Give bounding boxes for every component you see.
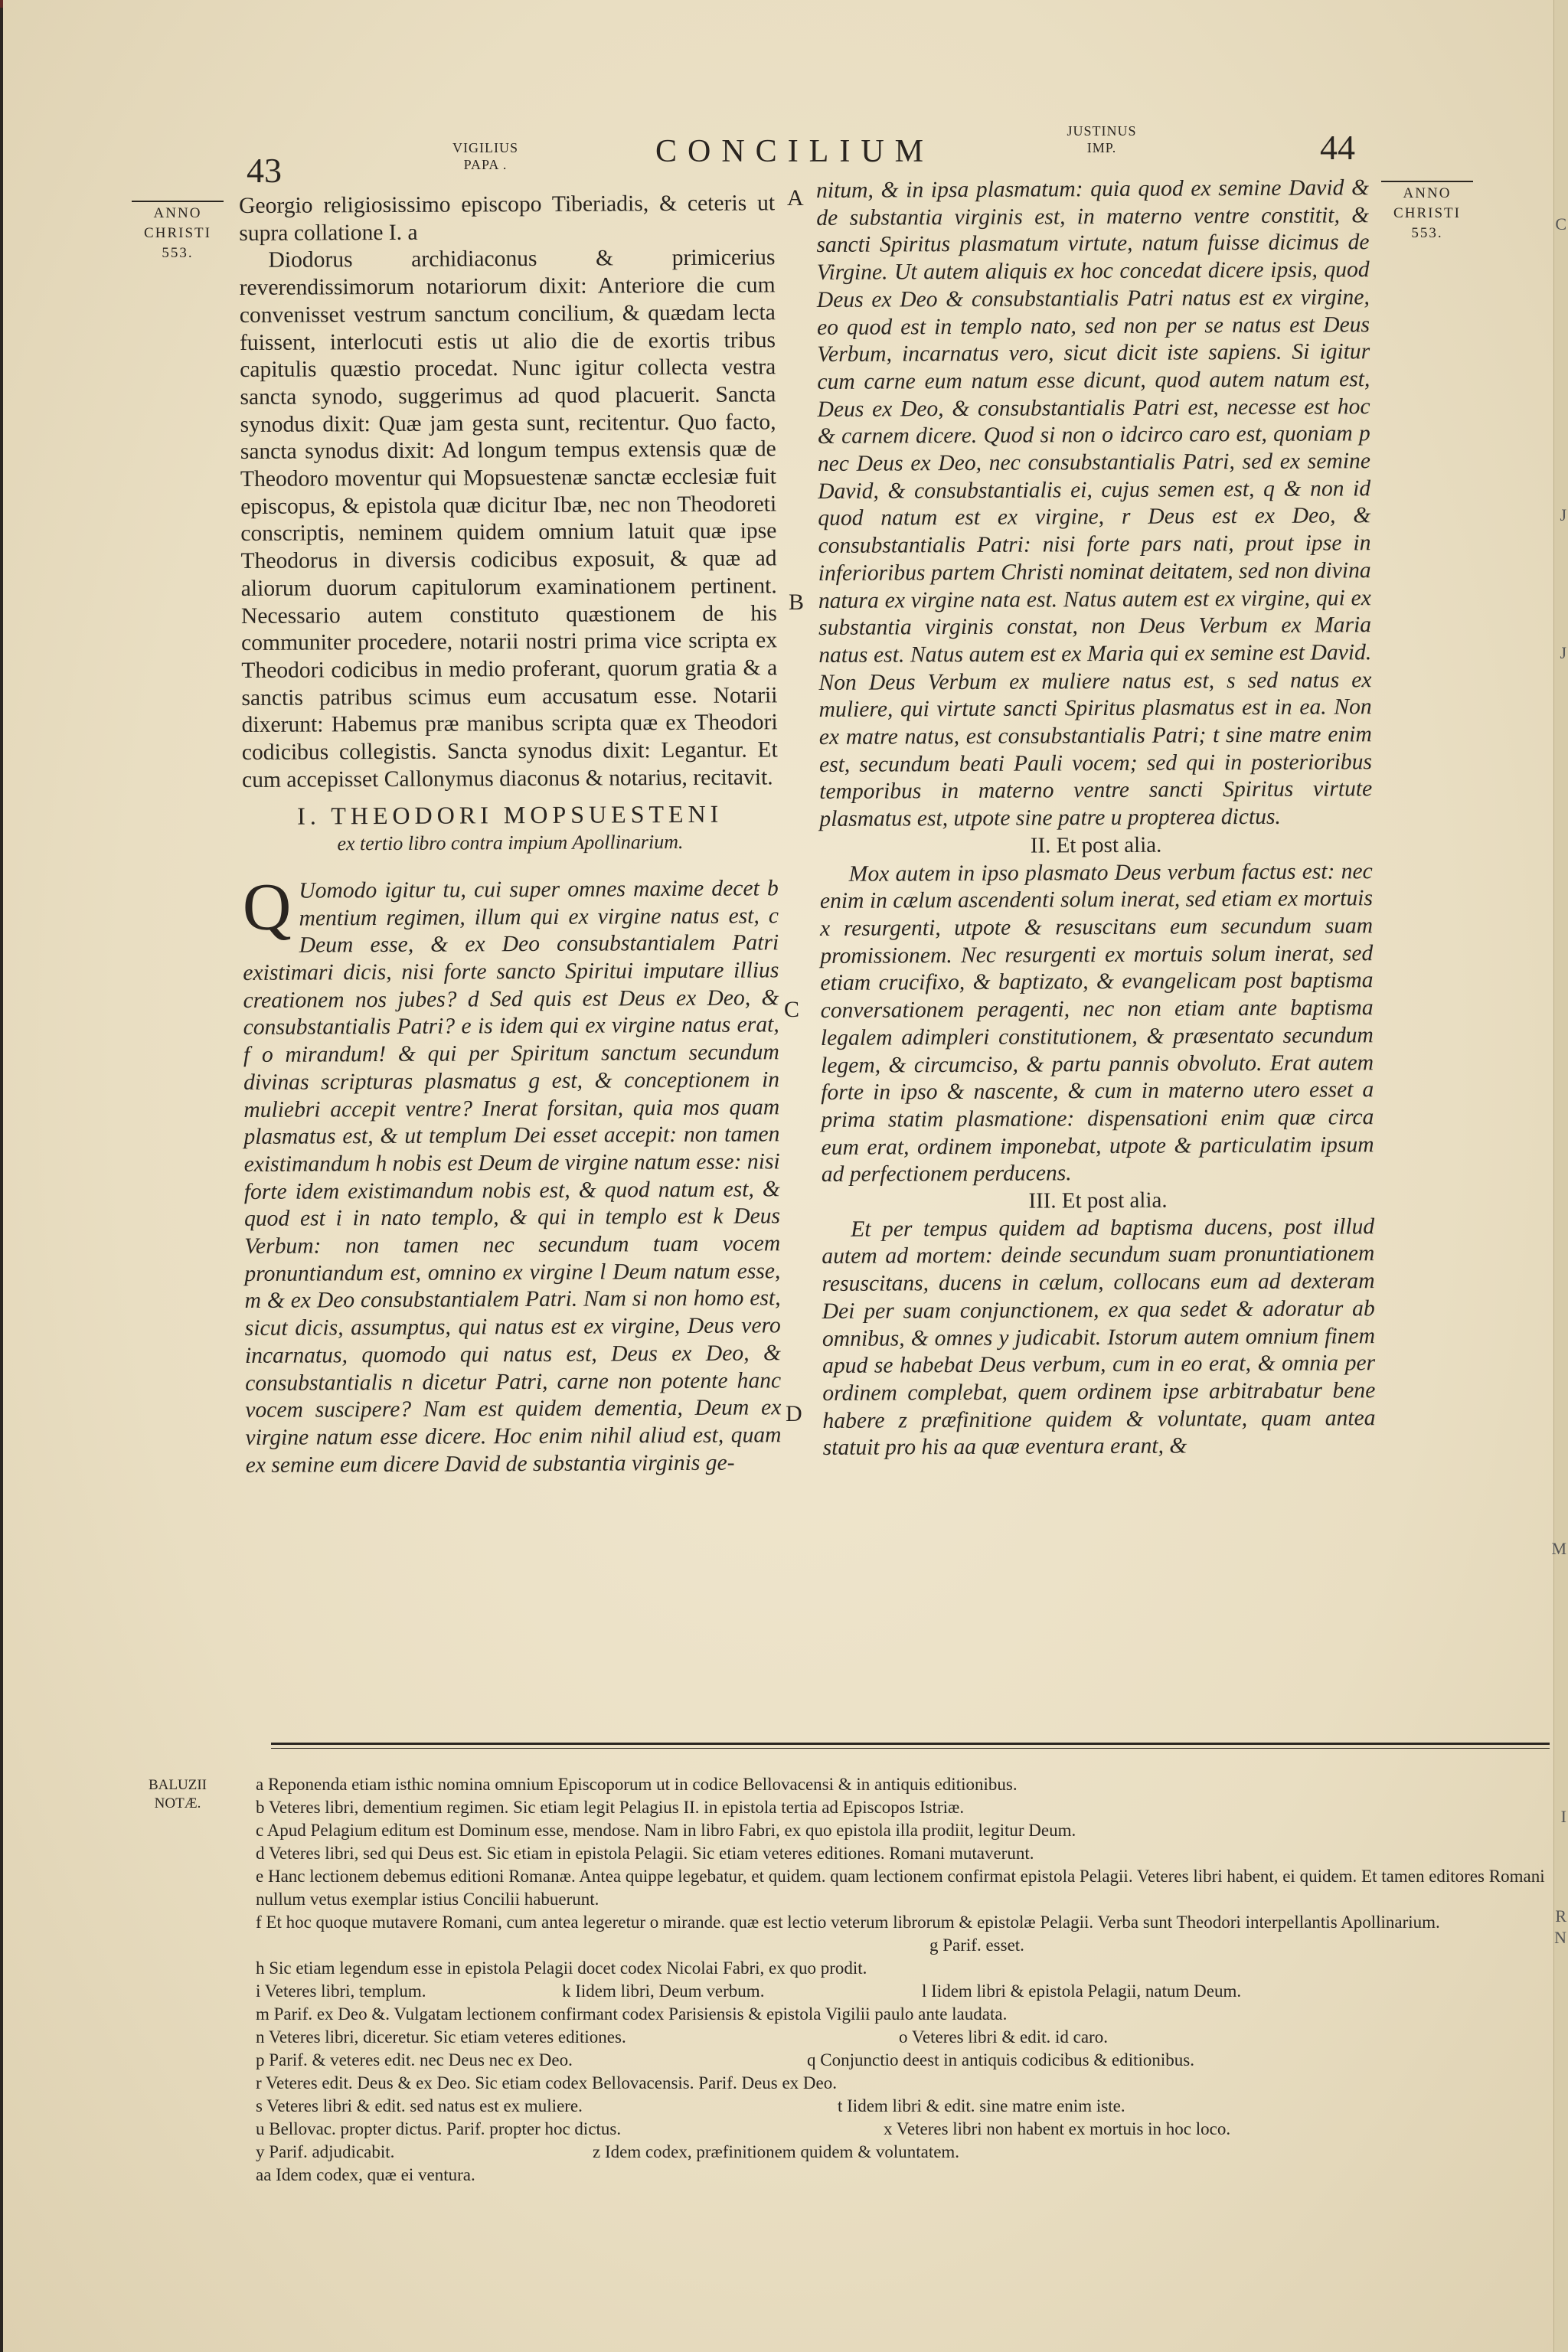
baluzii-notes bbox=[256, 1773, 1557, 2187]
right-para-iii: Et per tempus quidem ad baptisma ducens, post illud autem ad mortem: deinde secundum suam pronuntiationem resuscitans, ducens in cælum, collocans eum ad dexteram Dei per suam conjunctionem, ex qua sedet & adoratur ab omnibus, & omnes y judicabit. Istorum autem omnium finem apud se habebat Deus verbum, cum in eo erat, & omnia per ordinem complebat, quem ordinem ipse arbitrabatur bene habere z præfinitione quidem & voluntate, quam antea statuit pro his aa quæ eventura erant, & bbox=[822, 1214, 1376, 1461]
note-line: s Veteres libri & edit. sed natus est ex muliere. bbox=[256, 2096, 583, 2115]
note-row bbox=[256, 2141, 1557, 2164]
anno-line: ANNO bbox=[1403, 185, 1452, 201]
right-para-continued: nitum, & in ipsa plasmatum: quia quod ex semine David & de substantia virginis est, in materno ventre constitit, & sancti Spiritus plasmatum virtute, natum fuisse dicimus de Virgine. Ut autem aliquis ex hoc concedat dicere ipsis, quod Deus ex Deo & consubstantialis Patri natus est ex virgine, eo quod est in templo nato, sed non per se natus est Deus Verbum, incarnatus vero, sicut dicit iste sapiens. Si igitur cum carne eum natum esse dicunt, quod autem natum est, Deus ex Deo, & consubstantialis Patri est, necesse est hoc & carnem dicere. Quod si non o idcirco caro est, quoniam p nec Deus ex Deo, nec consubstantialis Patri, sed ex semine David, & consubstantialis ei, cujus semen est, q & non id quod natum est ex virgine, r Deus est ex Deo, & consubstantialis Patri: nisi forte pars nati, prout ipse in inferioribus partem Christi nominat deitatem, sed non divina natura ex virgine nata est. Natus autem est ex virgine, qui ex substantia virginis constat, non Deus Verbum ex Maria natus est. Natus autem est ex Maria qui ex semine est David. Non Deus Verbum ex muliere natus est, s sed natus ex muliere, qui virtute sancti Spiritus plasmatus est in ea. Non ex matre natus, est consubstantialis Patri; t sine matre enim est, secundum beati Pauli vocem; sed qui in posterioribus temporibus in materno ventre sancti Spiritus virtute plasmatus est, utpote sine patre u propterea dictus. bbox=[816, 175, 1373, 832]
section-heading-iii: III. Et post alia. bbox=[1028, 1187, 1168, 1214]
running-head-line: JUSTINUS bbox=[1067, 123, 1137, 139]
section-subheading: ex tertio libro contra impium Apollinarium. bbox=[337, 831, 684, 855]
note-row bbox=[256, 2095, 1557, 2118]
note-line: u Bellovac. propter dictus. Parif. propter hoc dictus. bbox=[256, 2119, 622, 2138]
anno-line: CHRISTI bbox=[144, 225, 211, 241]
edge-letter: J bbox=[1560, 643, 1566, 662]
note-line: c Apud Pelagium editum est Dominum esse, mendose. Nam in libro Fabri, ex quo epistola illa prodiit, legitur Deum. bbox=[256, 1821, 1076, 1840]
notes-label-line: NOTÆ. bbox=[154, 1795, 201, 1811]
anno-year: 553. bbox=[1411, 225, 1443, 241]
running-head-line: VIGILIUS bbox=[452, 140, 518, 155]
note-line: z Idem codex, præfinitionem quidem & voluntatem. bbox=[593, 2142, 960, 2161]
note-line: p Parif. & veteres edit. nec Deus nec ex Deo. bbox=[256, 2050, 573, 2069]
note-row bbox=[256, 2118, 1557, 2141]
note-line: o Veteres libri & edit. id caro. bbox=[899, 2027, 1108, 2047]
anno-rule bbox=[1381, 181, 1473, 182]
note-line: d Veteres libri, sed qui Deus est. Sic etiam in epistola Pelagii. Sic etiam veteres editiones. Romani mutaverunt. bbox=[256, 1844, 1034, 1863]
edge-letter: I bbox=[1560, 1807, 1566, 1826]
notes-divider-thin bbox=[271, 1748, 1550, 1749]
note-line: g Parif. esset. bbox=[929, 1936, 1024, 1955]
note-line: x Veteres libri non habent ex mortuis in hoc loco. bbox=[884, 2119, 1231, 2138]
note-line: aa Idem codex, quæ ei ventura. bbox=[256, 2165, 475, 2184]
note-line: n Veteres libri, diceretur. Sic etiam veteres editiones. bbox=[256, 2027, 626, 2047]
edge-letter: M bbox=[1551, 1539, 1566, 1558]
note-line: l Iidem libri & epistola Pelagii, natum Deum. bbox=[922, 1981, 1242, 2001]
page-title: CONCILIUM bbox=[655, 134, 934, 169]
left-para-acta: Diodorus archidiaconus & primicerius reverendissimorum notariorum dixit: Anteriore die cum convenisset vestrum sanctum concilium, & quædam lecta fuissent, interlocuti estis ut alio die de exortis tribus capitulis quæstio procedat. Nunc igitur collecta vestra sancta synodo, suggerimus ad quod placuerit. Sancta synodus dixit: Quæ jam gesta sunt, recitentur. Quo facto, sancta synodus dixit: Ad longum tempus extensis quæ de Theodoro moventur qui Mopsuestenæ sanctæ ecclesiæ fuit episcopus, & epistola quæ dicitur Ibæ, nec non Theodoreti conscriptis, neminem quidem omnium latuit quæ ipse Theodorus in diversis codicibus exposuit, & quæ ad aliorum duorum capitulorum examinationem pertinent. Necessario autem constituto quæstionem de his communiter procedere, notarii nostri prima vice scripta ex Theodori codicibus in medio proferant, quorum gratia & a sanctis patribus scimus eum accusatum esse. Notarii dixerunt: Habemus præ manibus scripta quæ ex Theodori codicibus collegistis. Sancta synodus dixit: Legantur. Et cum accepisset Callonymus diaconus & notarius, recitavit. bbox=[239, 245, 778, 792]
right-running-head bbox=[1060, 122, 1144, 156]
anno-rule bbox=[132, 201, 224, 202]
edge-letter: C bbox=[1555, 214, 1566, 234]
right-column bbox=[816, 175, 1376, 1462]
anno-line: CHRISTI bbox=[1393, 205, 1461, 221]
note-line: k Iidem libri, Deum verbum. bbox=[562, 1981, 765, 2001]
note-row bbox=[256, 2026, 1557, 2049]
book-page bbox=[3, 0, 1568, 2352]
adjacent-page-edge bbox=[1553, 0, 1568, 2352]
note-line: m Parif. ex Deo &. Vulgatam lectionem confirmant codex Parisiensis & epistola Vigilii paulo ante laudata. bbox=[256, 2004, 1008, 2024]
notes-label-line: BALUZII bbox=[149, 1777, 207, 1793]
note-line: y Parif. adjudicabit. bbox=[256, 2142, 395, 2161]
drop-cap: Q bbox=[242, 870, 292, 945]
column-marker-b: B bbox=[789, 590, 805, 615]
note-line: t Iidem libri & edit. sine matre enim iste. bbox=[838, 2096, 1125, 2115]
edge-letter: R bbox=[1555, 1906, 1566, 1926]
note-line: h Sic etiam legendum esse in epistola Pelagii docet codex Nicolai Fabri, ex quo prodit. bbox=[256, 1958, 867, 1978]
section-heading-theodori: I. THEODORI MOPSUESTENI bbox=[297, 800, 724, 831]
note-line: q Conjunctio deest in antiquis codicibus & editionibus. bbox=[807, 2050, 1194, 2069]
running-head-line: IMP. bbox=[1086, 140, 1117, 155]
left-column bbox=[239, 190, 782, 1479]
note-line: i Veteres libri, templum. bbox=[256, 1981, 426, 2001]
left-page-number: 43 bbox=[247, 151, 282, 190]
note-line: f Et hoc quoque mutavere Romani, cum antea legeretur o mirande. quæ est lectio veterum librorum & epistolæ Pelagii. Verba sunt Theodori interpellantis Apollinarium. bbox=[256, 1913, 1440, 1932]
notes-divider bbox=[271, 1743, 1550, 1745]
column-marker-a: A bbox=[787, 185, 804, 211]
notes-label bbox=[149, 1776, 207, 1813]
left-anno-christi bbox=[132, 201, 224, 263]
anno-year: 553. bbox=[162, 245, 194, 261]
right-anno-christi bbox=[1381, 181, 1473, 243]
note-line: r Veteres edit. Deus & ex Deo. Sic etiam codex Bellovacensis. Parif. Deus ex Deo. bbox=[256, 2073, 837, 2092]
running-head-line: PAPA . bbox=[463, 157, 508, 172]
note-line: e Hanc lectionem debemus editioni Romanæ. Antea quippe legebatur, et quidem. quam lectionem confirmat epistola Pelagii. Veteres libri habent, ei quidem. Et tamen editores Romani nullum vetus exemplar istius Concilii habuerunt. bbox=[256, 1867, 1545, 1909]
right-para-ii: Mox autem in ipso plasmato Deus verbum factus est: nec enim in cælum ascendenti solum inerat, sed etiam ex mortuis x resurgenti, utpote & resuscitans eum secundum suam promissionem. Nec resurgenti ex mortuis solum inerat, sed etiam crucifixo, & baptizato, & evangelicam post baptisma conversationem peragenti, nec non etiam ante baptisma legalem adimpleri constitutionem, & præsentato secundum legem, & circumciso, & partu pannis obvoluto. Erat autem forte in ipso & nascente, & cum in materno utero esset a prima statim plasmatione: dispensationi enim quæ circa eum erat, ordinem imponebat, utpote & particulatim ipsum ad perfectionem perducens. bbox=[819, 858, 1374, 1187]
anno-line: ANNO bbox=[153, 205, 202, 221]
section-heading-ii: II. Et post alia. bbox=[1030, 832, 1162, 858]
left-para-opening: Georgio religiosissimo episcopo Tiberiadis, & ceteris ut supra collatione I. a bbox=[239, 191, 776, 246]
edge-letter: J bbox=[1560, 505, 1566, 524]
column-marker-d: D bbox=[786, 1401, 802, 1426]
note-row bbox=[256, 2049, 1557, 2072]
note-row bbox=[256, 1980, 1557, 2003]
left-para-quote: Uomodo igitur tu, cui super omnes maxime decet b mentium regimen, illum qui ex virgine natus est, c Deum esse, & ex Deo consubstantialem Patri existimari dicis, nisi forte sancto Spiritui imputare illius creationem nos jubes? d Sed quis est Deus ex Deo, & consubstantialis Patri? e is idem qui ex virgine natus erat, f o mirandum! & qui per Spiritum sanctum secundum divinas scripturas plasmatus g est, & conceptionem in muliebri accepit ventre? Inerat forsitan, quia mos quam plasmatus est, & ut templum Dei esset accepit: non tamen existimandum h nobis est Deum de virgine natum esse: nisi forte idem existimandum nobis est, & quod natum est, & quod est i in nato templo, & qui in templo est k Deus Verbum: non tamen nec secundum tuam vocem pronuntiandum est, omnino ex virgine l Deum natum esse, m & ex Deo consubstantialem Patri. Nam si non homo est, sicut dicis, assumptus, qui natus est ex virgine, Deus vero incarnatus, quomodo qui natus est, Deus ex Deo, & consubstantialis n dicetur Patri, carne non potente hanc vocem suscipere? Nam est quidem dementia, Deum ex virgine natum esse dicere. Hoc enim nihil aliud est, quam ex semine eum dicere David de substantia virginis ge- bbox=[243, 876, 782, 1478]
edge-letter: N bbox=[1554, 1928, 1566, 1947]
right-page-number: 44 bbox=[1320, 128, 1355, 167]
column-marker-c: C bbox=[784, 997, 800, 1022]
left-running-head bbox=[432, 139, 539, 173]
note-line: b Veteres libri, dementium regimen. Sic etiam legit Pelagius II. in epistola tertia ad Episcopos Istriæ. bbox=[256, 1798, 965, 1817]
note-line: a Reponenda etiam isthic nomina omnium Episcoporum ut in codice Bellovacensi & in antiquis editionibus. bbox=[256, 1775, 1018, 1794]
